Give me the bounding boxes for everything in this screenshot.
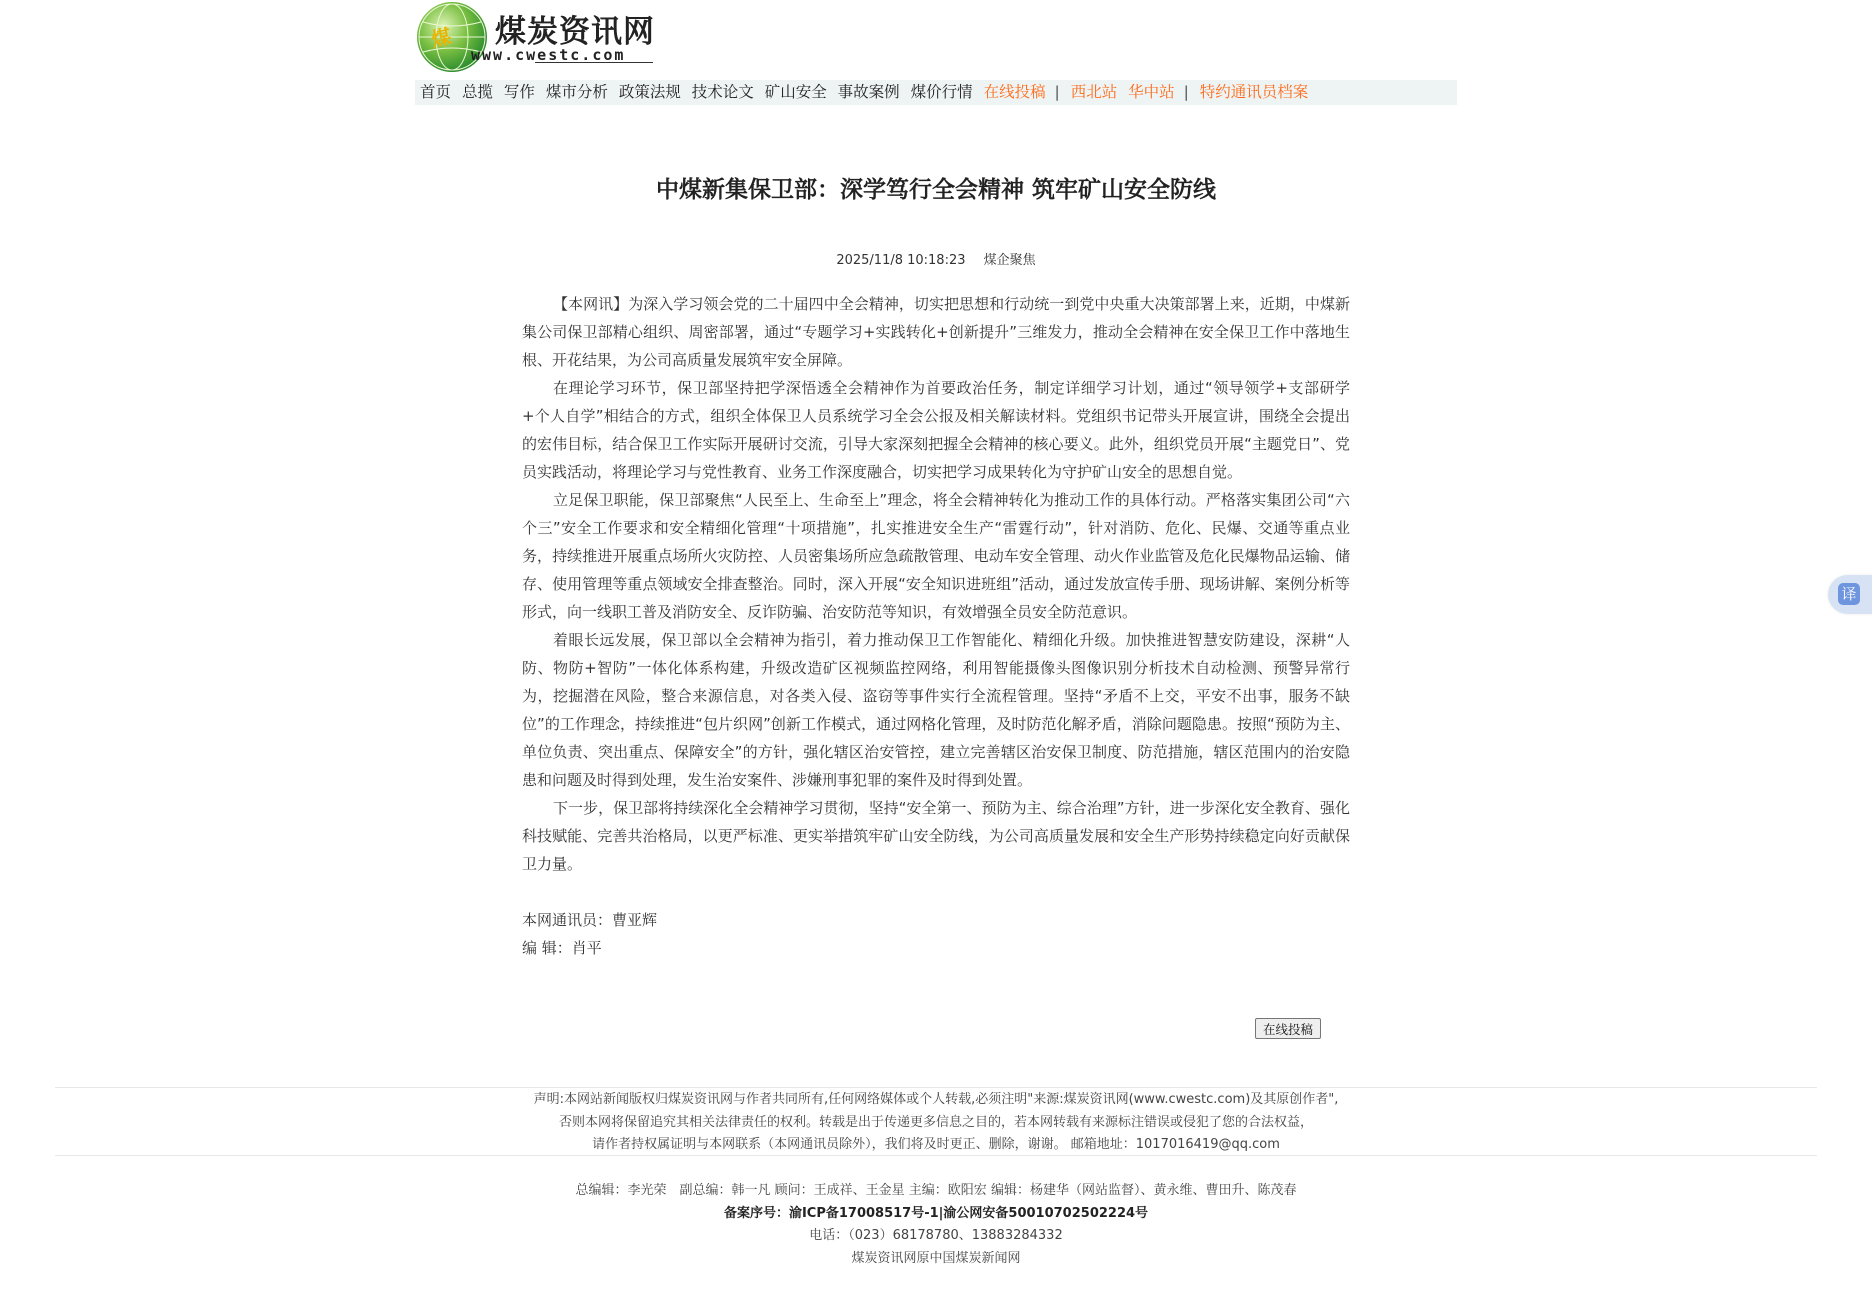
- article-credits: [522, 906, 1350, 962]
- nav-separator: |: [1054, 83, 1060, 101]
- nav-correspondent-archive[interactable]: 特约通讯员档案: [1199, 83, 1309, 101]
- article-paragraph: 着眼长远发展，保卫部以全会精神为指引，着力推动保卫工作智能化、精细化升级。加快推进智慧安防建设，深耕“人防、物防+智防”一体化体系构建，升级改造矿区视频监控网络，利用智能摄像头图像识别分析技术自动检测、预警异常行为，挖掘潜在风险，整合来源信息，对各类入侵、盗窃等事件实行全流程管理。坚持“矛盾不上交，平安不出事，服务不缺位”的工作理念，持续推进“包片织网”创新工作模式，通过网格化管理，及时防范化解矛盾，消除问题隐患。按照“预防为主、单位负责、突出重点、保障安全”的方针，强化辖区治安管控，建立完善辖区治安保卫制度、防范措施，辖区范围内的治安隐患和问题及时得到处理，发生治安案件、涉嫌刑事犯罪的案件及时得到处置。: [522, 631, 1350, 789]
- nav-coal-prices[interactable]: 煤价行情: [910, 83, 973, 101]
- article-paragraph: 立足保卫职能，保卫部聚焦“人民至上、生命至上”理念，将全会精神转化为推动工作的具体行动。严格落实集团公司“六个三”安全工作要求和安全精细化管理“十项措施”，扎实推进安全生产“雷霆行动”，针对消防、危化、民爆、交通等重点业务，持续推进开展重点场所火灾防控、人员密集场所应急疏散管理、电动车安全管理、动火作业监管及危化民爆物品运输、储存、使用管理等重点领域安全排查整治。同时，深入开展“安全知识进班组”活动，通过发放宣传手册、现场讲解、案例分析等形式，向一线职工普及消防安全、反诈防骗、治安防范等知识，有效增强全员安全防范意识。: [522, 491, 1350, 621]
- nav-mine-safety[interactable]: 矿山安全: [764, 83, 827, 101]
- correspondent: 本网通讯员：曹亚辉: [522, 911, 658, 929]
- article-paragraph: 在理论学习环节，保卫部坚持把学深悟透全会精神作为首要政治任务，制定详细学习计划，通过“领导领学+支部研学+个人自学”相结合的方式，组织全体保卫人员系统学习全会公报及相关解读材料。党组织书记带头开展宣讲，围绕全会提出的宏伟目标，结合保卫工作实际开展研讨交流，引导大家深刻把握全会精神的核心要义。此外，组织党员开展“主题党日”、党员实践活动，将理论学习与党性教育、业务工作深度融合，切实把学习成果转化为守护矿山安全的思想自觉。: [522, 379, 1350, 481]
- site-logo[interactable]: [415, 0, 655, 76]
- disclaimer-line: 请作者持权属证明与本网联系（本网通讯员除外），我们将及时更正、删除，谢谢。 邮箱地址：1017016419@qq.com: [592, 1137, 1280, 1152]
- article-paragraph: 下一步，保卫部将持续深化全会精神学习贯彻，坚持“安全第一、预防为主、综合治理”方针，进一步深化安全教育、强化科技赋能、完善共治格局，以更严标准、更实举措筑牢矿山安全防线，为公司高质量发展和安全生产形势持续稳定向好贡献保卫力量。: [522, 799, 1350, 873]
- footer-disclaimer: [415, 1089, 1457, 1157]
- nav-accident-cases[interactable]: 事故案例: [837, 83, 900, 101]
- nav-separator: |: [1183, 83, 1189, 101]
- article-title: 中煤新集保卫部：深学笃行全会精神 筑牢矿山安全防线: [655, 177, 1216, 203]
- online-submit-button[interactable]: 在线投稿: [1255, 1018, 1321, 1039]
- nav-home[interactable]: 首页: [420, 83, 452, 101]
- article-date: 2025/11/8 10:18:23: [836, 253, 966, 268]
- nav-policy[interactable]: 政策法规: [618, 83, 681, 101]
- article-body: [522, 290, 1350, 962]
- former-name: 煤炭资讯网原中国煤炭新闻网: [851, 1250, 1021, 1266]
- article-meta: [415, 249, 1457, 268]
- nav-central-station[interactable]: 华中站: [1128, 83, 1175, 101]
- main-nav: [415, 80, 1457, 105]
- footer-staff: [415, 1180, 1457, 1270]
- editor: 编 辑：肖平: [522, 939, 602, 957]
- nav-papers[interactable]: 技术论文: [691, 83, 754, 101]
- article-source: 煤企聚焦: [983, 253, 1036, 268]
- disclaimer-line: 声明:本网站新闻版权归煤炭资讯网与作者共同所有,任何网络媒体或个人转载,必须注明"来源:煤炭资讯网(www.cwestc.com)及其原创作者",: [533, 1092, 1339, 1107]
- translate-icon[interactable]: 译: [1838, 583, 1860, 605]
- staff-list: 总编辑：李光荣 副总编：韩一凡 顾问：王成祥、王金星 主编：欧阳宏 编辑：杨建华（网站监督）、黄永维、曹田升、陈茂春: [575, 1183, 1297, 1198]
- contact-phone: 电话：（023）68178780、13883284332: [809, 1228, 1063, 1243]
- nav-market-analysis[interactable]: 煤市分析: [545, 83, 608, 101]
- footer-divider: [55, 1087, 1817, 1088]
- logo-underline: [535, 62, 653, 63]
- nav-writing[interactable]: 写作: [503, 83, 535, 101]
- logo-title: 煤炭资讯网: [495, 14, 655, 50]
- nav-northwest-station[interactable]: 西北站: [1070, 83, 1118, 101]
- translate-widget[interactable]: [1828, 575, 1872, 614]
- logo-url: www.cwestc.com: [471, 46, 626, 64]
- logo-mark: 煤: [429, 24, 454, 52]
- article-paragraph: 【本网讯】为深入学习领会党的二十届四中全会精神，切实把思想和行动统一到党中央重大决策部署上来，近期，中煤新集公司保卫部精心组织、周密部署，通过“专题学习+实践转化+创新提升”三维发力，推动全会精神在安全保卫工作中落地生根、开花结果，为公司高质量发展筑牢安全屏障。: [522, 295, 1350, 369]
- footer-divider: [55, 1155, 1817, 1156]
- icp-record[interactable]: 备案序号：渝ICP备17008517号-1|渝公网安备50010702502224号: [723, 1205, 1149, 1221]
- nav-overview[interactable]: 总揽: [461, 83, 493, 101]
- disclaimer-line: 否则本网将保留追究其相关法律责任的权利。转载是出于传递更多信息之目的，若本网转载有来源标注错误或侵犯了您的合法权益，: [558, 1114, 1313, 1130]
- nav-online-submit[interactable]: 在线投稿: [983, 83, 1046, 101]
